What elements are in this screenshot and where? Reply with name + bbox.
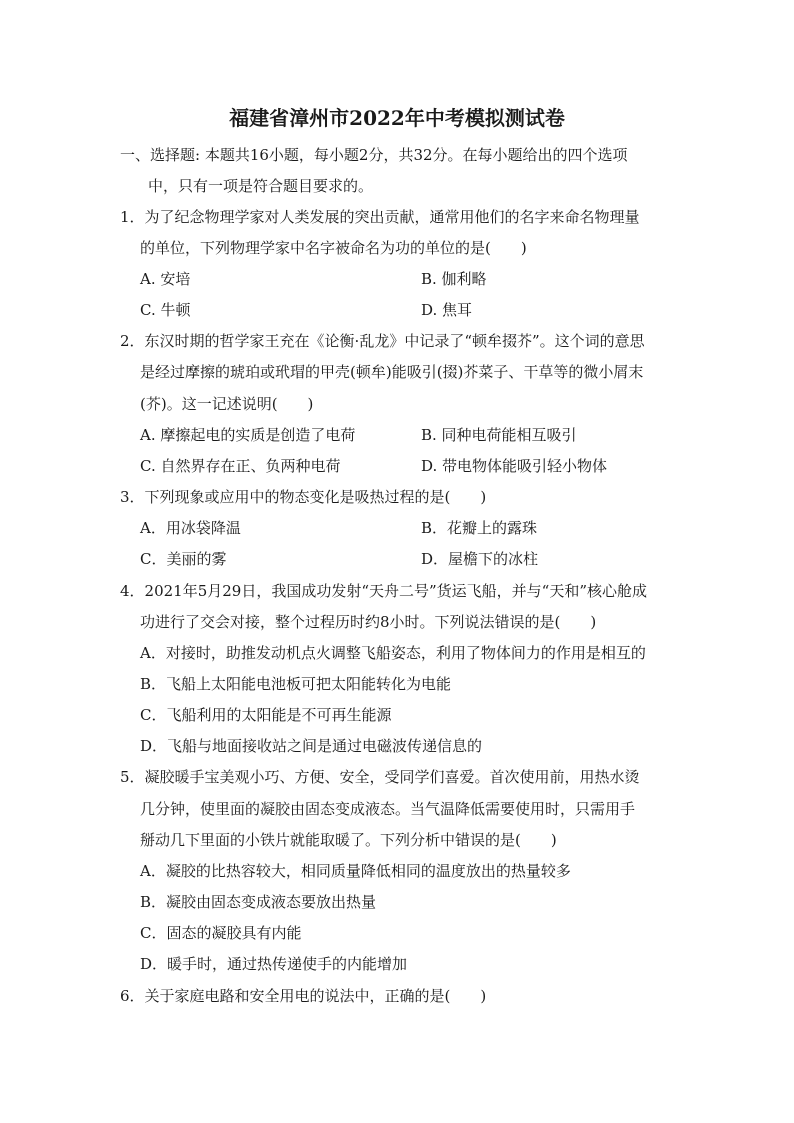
q2-line-1: 2．东汉时期的哲学家王充在《论衡·乱龙》中记录了“顿牟掇芥”。这个词的意思 bbox=[120, 332, 645, 350]
q5-line-2: 几分钟，使里面的凝胶由固态变成液态。当气温降低需要使用时，只需用手 bbox=[140, 800, 636, 818]
q4-option-b: B．飞船上太阳能电池板可把太阳能转化为电能 bbox=[140, 675, 452, 693]
q3-option-c: C．美丽的雾 bbox=[140, 550, 227, 568]
q4-option-a: A．对接时，助推发动机点火调整飞船姿态，利用了物体间力的作用是相互的 bbox=[140, 644, 646, 662]
q4-line-1: 4．2021年5月29日，我国成功发射“天舟二号”货运飞船，并与“天和”核心舱成 bbox=[120, 582, 648, 600]
q5-option-a: A．凝胶的比热容较大，相同质量降低相同的温度放出的热量较多 bbox=[140, 862, 571, 880]
q4-option-d: D．飞船与地面接收站之间是通过电磁波传递信息的 bbox=[140, 737, 483, 755]
q2-option-c: C. 自然界存在正、负两种电荷 bbox=[140, 457, 341, 475]
q3-option-d: D．屋檐下的冰柱 bbox=[421, 550, 539, 568]
q1-line-2: 的单位，下列物理学家中名字被命名为功的单位的是( ) bbox=[140, 239, 527, 257]
q5-option-d: D．暖手时，通过热传递使手的内能增加 bbox=[140, 955, 408, 973]
q5-line-1: 5．凝胶暖手宝美观小巧、方便、安全，受同学们喜爱。首次使用前，用热水烫 bbox=[120, 768, 640, 786]
q3-option-b: B．花瓣上的露珠 bbox=[421, 519, 538, 537]
section-instruction-line-1: 一、选择题: 本题共16小题，每小题2分，共32分。在每小题给出的四个选项 bbox=[120, 146, 628, 164]
q1-option-a: A. 安培 bbox=[140, 270, 191, 288]
q3-option-a: A．用冰袋降温 bbox=[140, 519, 241, 537]
q4-option-c: C．飞船利用的太阳能是不可再生能源 bbox=[140, 706, 392, 724]
q2-option-b: B. 同种电荷能相互吸引 bbox=[421, 426, 577, 444]
q1-line-1: 1．为了纪念物理学家对人类发展的突出贡献，通常用他们的名字来命名物理量 bbox=[120, 208, 640, 226]
q4-line-2: 功进行了交会对接，整个过程历时约8小时。下列说法错误的是( ) bbox=[140, 613, 597, 631]
q1-option-c: C. 牛顿 bbox=[140, 301, 191, 319]
q2-line-2: 是经过摩擦的琥珀或玳瑁的甲壳(顿牟)能吸引(掇)芥菜子、干草等的微小屑末 bbox=[140, 363, 644, 381]
exam-title: 福建省漳州市2022年中考模拟测试卷 bbox=[229, 106, 565, 130]
q3-line-1: 3．下列现象或应用中的物态变化是吸热过程的是( ) bbox=[120, 488, 487, 506]
q5-option-c: C．固态的凝胶具有内能 bbox=[140, 924, 302, 942]
q2-option-d: D. 带电物体能吸引轻小物体 bbox=[421, 457, 608, 475]
q5-line-3: 掰动几下里面的小铁片就能取暖了。下列分析中错误的是( ) bbox=[140, 831, 557, 849]
q5-option-b: B．凝胶由固态变成液态要放出热量 bbox=[140, 893, 377, 911]
q2-option-a: A. 摩擦起电的实质是创造了电荷 bbox=[140, 426, 356, 444]
q2-line-3: (芥)。这一记述说明( ) bbox=[140, 395, 314, 413]
q6-line-1: 6．关于家庭电路和安全用电的说法中，正确的是( ) bbox=[120, 987, 487, 1005]
section-instruction-line-2: 中，只有一项是符合题目要求的。 bbox=[148, 177, 374, 195]
q1-option-d: D. 焦耳 bbox=[421, 301, 473, 319]
q1-option-b: B. 伽利略 bbox=[421, 270, 487, 288]
